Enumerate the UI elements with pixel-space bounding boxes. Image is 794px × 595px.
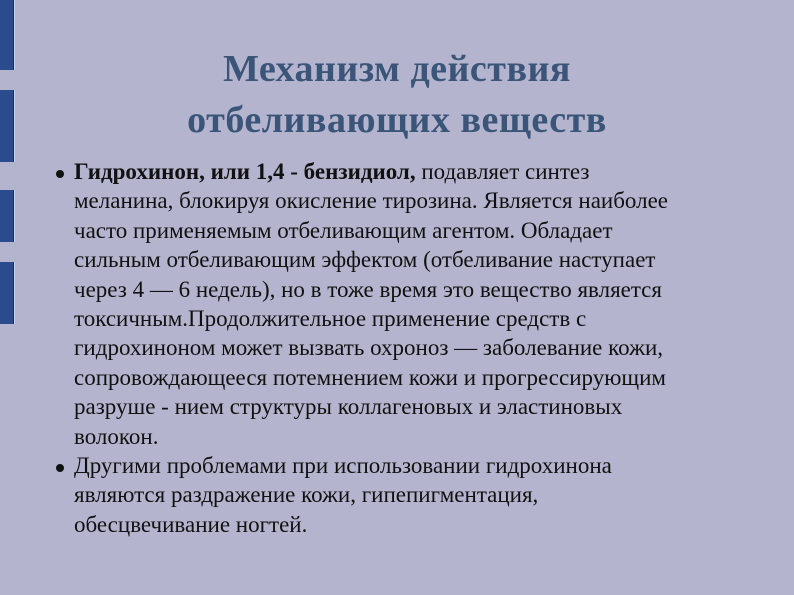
slide-title (40, 44, 754, 146)
text-line: через 4 — 6 недель), но в тоже время это вещество является (74, 276, 662, 302)
text-line: Другими проблемами при использовании гидрохинона (74, 453, 612, 479)
text-line: гидрохиноном может вызвать охроноз — заболевание кожи, (74, 335, 664, 361)
text-line (74, 157, 792, 186)
text-run: подавляет синтез (415, 159, 590, 184)
decorative-bar (0, 262, 14, 324)
title-line: отбеливающих веществ (187, 99, 607, 141)
title-line: Механизм действия (223, 48, 571, 90)
text-line: часто применяемым отбеливающим агентом. Обладает (74, 217, 613, 243)
text-line: разруше - нием структуры коллагеновых и эластиновых (74, 394, 623, 420)
text-line: являются раздражение кожи, гипепигментация, (74, 482, 539, 508)
decorative-bar (0, 0, 14, 70)
text-line: сильным отбеливающим эффектом (отбеливание наступает (74, 247, 656, 273)
bullet-item (52, 451, 792, 539)
bullet-dot-icon (56, 170, 64, 178)
bold-term: Гидрохинон, или 1,4 - бензидиол, (74, 159, 416, 184)
text-line: сопровождающееся потемнением кожи и прогрессирующим (74, 364, 666, 390)
bullet-dot-icon (56, 464, 64, 472)
decorative-bar (0, 190, 14, 242)
text-line: волокон. (74, 423, 159, 449)
text-line: токсичным.Продолжительное применение средств с (74, 306, 587, 332)
text-line: меланина, блокируя окисление тирозина. Является наиболее (74, 188, 669, 214)
decorative-bar (0, 90, 14, 162)
bullet-item (52, 157, 792, 451)
text-line: обесцвечивание ногтей. (74, 511, 308, 537)
bullet-list (52, 157, 792, 539)
